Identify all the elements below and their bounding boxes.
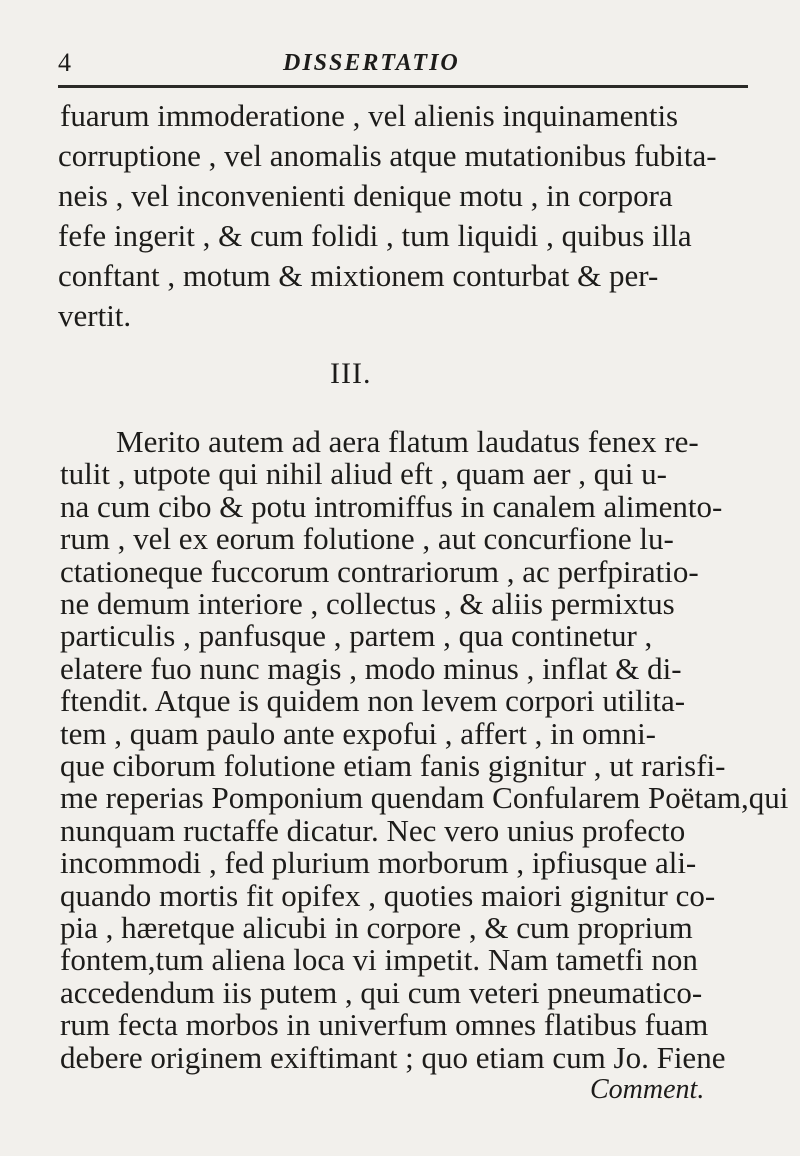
text-line: vertit.: [58, 298, 132, 333]
text-line: conftant , motum & mixtionem conturbat & per-: [58, 258, 659, 293]
text-line: fefe ingerit , & cum folidi , tum liquidi , quibus illa: [58, 218, 692, 253]
text-line: fuarum immoderatione , vel alienis inquinamentis: [60, 98, 679, 133]
text-line: Merito autem ad aera flatum laudatus fenex re-: [116, 424, 699, 459]
text-line: elatere fuo nunc magis , modo minus , inflat & di-: [60, 650, 682, 686]
text-line: neis , vel inconvenienti denique motu , in corpora: [58, 178, 673, 213]
text-line: que ciborum folutione etiam fanis gignitur , ut rarisfi-: [60, 748, 726, 783]
text-line: accedendum iis putem , qui cum veteri pneumatico-: [60, 974, 703, 1010]
running-head: DISSERTATIO: [283, 50, 460, 76]
text-line: debere originem exiftimant ; quo etiam cum Jo. Fiene: [60, 1039, 726, 1075]
text-line: incommodi , fed plurium morborum , ipfiusque ali-: [60, 845, 697, 881]
text-line: ftendit. Atque is quidem non levem corpori utilita-: [60, 683, 686, 719]
text-line: quando mortis fit opifex , quoties maiori gignitur co-: [60, 877, 716, 913]
text-line: fontem,tum aliena loca vi impetit. Nam tametfi non: [60, 942, 698, 978]
text-line: ne demum interiore , collectus , & aliis permixtus: [60, 586, 675, 621]
text-line: particulis , panfusque , partem , qua continetur ,: [60, 618, 653, 654]
header-rule: [58, 85, 748, 88]
text-line: tem , quam paulo ante expofui , affert , in omni-: [60, 715, 657, 751]
text-line: na cum cibo & potu intromiffus in canalem alimento-: [60, 488, 723, 524]
text-line: me reperias Pomponium quendam Confularem Poëtam,qui: [60, 780, 789, 816]
text-line: rum , vel ex eorum folutione , aut concurfione lu-: [60, 521, 674, 557]
section-number: III.: [330, 357, 372, 390]
text-line: Comment.: [590, 1074, 705, 1105]
text-line: nunquam ructaffe dicatur. Nec vero unius profecto: [60, 812, 686, 848]
page-number: 4: [58, 48, 71, 77]
text-line: tulit , utpote qui nihil aliud eft , quam aer , qui u-: [60, 456, 667, 492]
page-header: [58, 48, 748, 88]
text-line: corruptione , vel anomalis atque mutationibus fubita-: [58, 138, 717, 173]
text-line: rum fecta morbos in univerfum omnes flatibus fuam: [60, 1007, 709, 1043]
text-line: ctationeque fuccorum contrariorum , ac perfpiratio-: [60, 553, 699, 589]
text-line: pia , hæretque alicubi in corpore , & cum proprium: [60, 910, 693, 945]
